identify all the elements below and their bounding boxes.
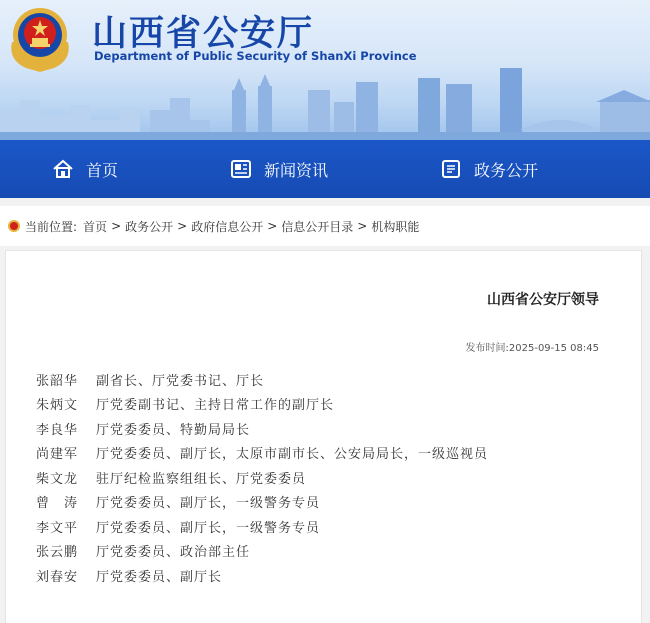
nav-item-label: 政务公开 xyxy=(474,160,539,180)
leader-name: 柴文龙 xyxy=(36,471,79,487)
nav-item-news[interactable] xyxy=(230,140,328,198)
leader-name: 李良华 xyxy=(36,422,79,438)
leader-position: 厅党委副书记、主持日常工作的副厅长 xyxy=(96,398,335,414)
leader-position: 厅党委委员、副厅长 xyxy=(96,569,223,585)
leader-position: 厅党委委员、副厅长，一级警务专员 xyxy=(96,520,321,536)
site-subtitle: Department of Public Security of ShanXi Province xyxy=(94,49,417,63)
news-icon xyxy=(230,159,252,179)
breadcrumb-separator: > xyxy=(357,219,368,233)
breadcrumb-separator: > xyxy=(111,219,122,233)
breadcrumb-prefix: 当前位置: xyxy=(25,219,78,234)
nav-item-government-affairs[interactable] xyxy=(440,140,538,198)
leader-position: 厅党委委员、特勤局局长 xyxy=(96,422,251,438)
breadcrumb-separator: > xyxy=(177,219,188,233)
breadcrumb-item-info-catalog[interactable]: 信息公开目录 xyxy=(281,219,354,234)
list-item xyxy=(36,392,488,417)
site-banner xyxy=(0,0,650,140)
leader-position: 驻厅纪检监察组组长、厅党委委员 xyxy=(96,471,307,487)
leader-list xyxy=(36,367,488,588)
leader-position: 副省长、厅党委书记、厅长 xyxy=(96,373,265,389)
list-item xyxy=(36,490,488,515)
list-item xyxy=(36,441,488,466)
list-item xyxy=(36,539,488,564)
breadcrumb-item-functions[interactable]: 机构职能 xyxy=(371,219,420,234)
breadcrumb-item-home[interactable]: 首页 xyxy=(83,219,108,234)
main-nav xyxy=(0,140,650,198)
list-item xyxy=(36,514,488,539)
leader-position: 厅党委委员、政治部主任 xyxy=(96,545,251,561)
leader-name: 尚建军 xyxy=(36,447,79,463)
list-item xyxy=(36,465,488,490)
site-title: 山西省公安厅 xyxy=(92,14,315,54)
nav-item-home[interactable] xyxy=(52,140,118,198)
breadcrumb-item-gov-info[interactable]: 政府信息公开 xyxy=(191,219,264,234)
leader-position: 厅党委委员、副厅长，太原市副市长、公安局局长，一级巡视员 xyxy=(96,447,489,463)
police-badge-icon xyxy=(7,219,21,233)
publish-time: 发布时间:2025-09-15 08:45 xyxy=(465,343,599,354)
leader-position: 厅党委委员、副厅长，一级警务专员 xyxy=(96,496,321,512)
article-panel xyxy=(5,250,642,623)
nav-item-label: 首页 xyxy=(86,160,119,180)
leader-name: 张韶华 xyxy=(36,373,79,389)
list-item xyxy=(36,367,488,392)
leader-name: 张云鹏 xyxy=(36,545,79,561)
article-title: 山西省公安厅领导 xyxy=(487,292,599,308)
home-icon xyxy=(52,159,74,179)
list-item xyxy=(36,563,488,588)
leader-name: 朱炳文 xyxy=(36,398,79,414)
breadcrumb-separator: > xyxy=(267,219,278,233)
leader-name: 曾 涛 xyxy=(36,496,79,512)
document-icon xyxy=(440,159,462,179)
breadcrumb-item-government-affairs[interactable]: 政务公开 xyxy=(125,219,174,234)
leader-name: 李文平 xyxy=(36,520,79,536)
city-skyline-image xyxy=(0,60,650,140)
leader-name: 刘春安 xyxy=(36,569,79,585)
list-item xyxy=(36,416,488,441)
breadcrumb xyxy=(0,206,650,246)
nav-item-label: 新闻资讯 xyxy=(264,160,329,180)
